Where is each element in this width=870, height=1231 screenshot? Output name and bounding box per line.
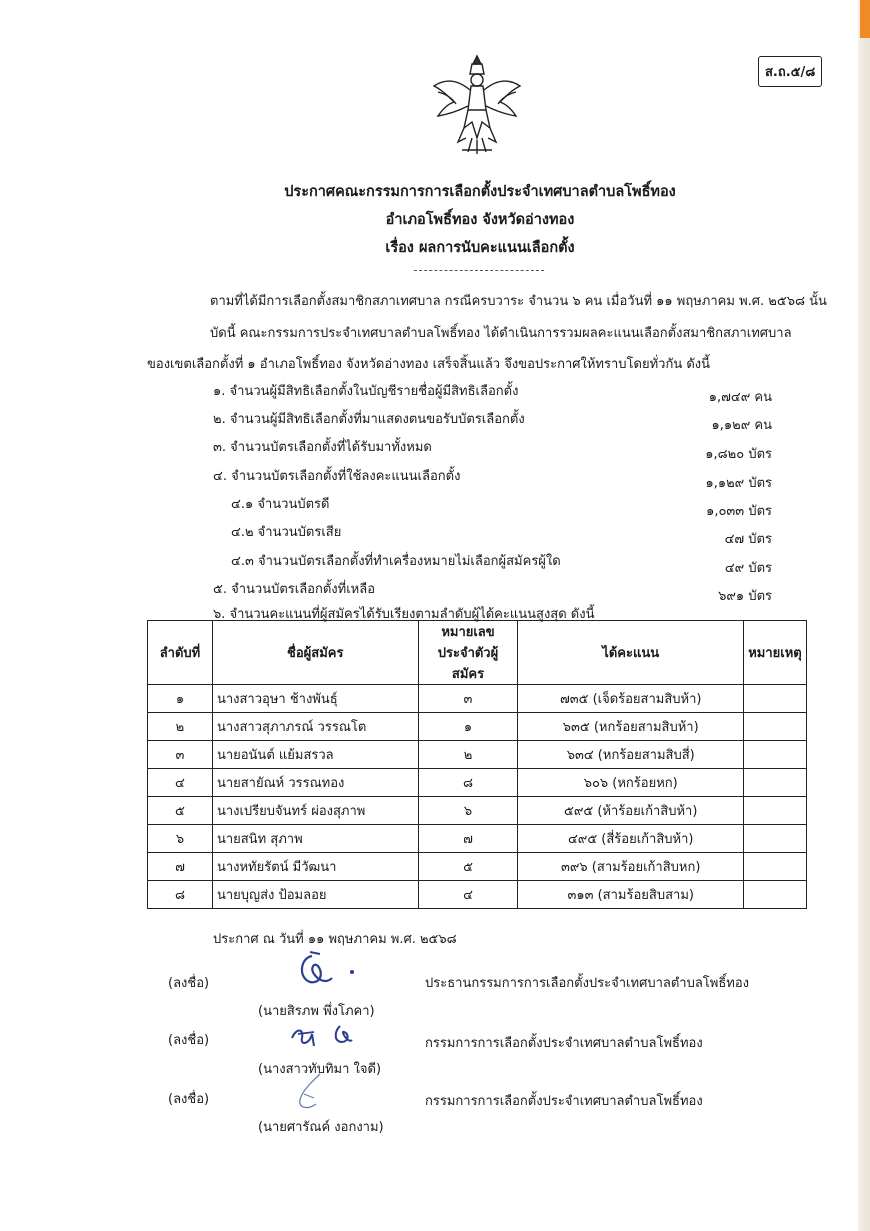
cell-score: ๖๐๖ (หกร้อยหก) xyxy=(518,769,744,797)
sign-label: (ลงชื่อ) xyxy=(168,1092,210,1107)
intro-line-3: ของเขตเลือกตั้งที่ ๑ อำเภอโพธิ์ทอง จังหวัดอ่างทอง เสร็จสิ้นแล้ว จึงขอประกาศให้ทราบโดยทั่วกัน ดังนี้ xyxy=(147,357,711,372)
document-header xyxy=(0,178,870,262)
table-row xyxy=(148,713,807,741)
signer-position: กรรมการการเลือกตั้งประจำเทศบาลตำบลโพธิ์ทอง xyxy=(425,1094,703,1109)
cell-name: นางสาวสุภาภรณ์ วรรณโต xyxy=(212,713,418,741)
item-label: ๓. จำนวนบัตรเลือกตั้งที่ได้รับมาทั้งหมด xyxy=(213,440,432,455)
cell-name: นางสาวอุษา ช้างพันธุ์ xyxy=(212,685,418,713)
cell-score: ๖๓๔ (หกร้อยสามสิบสี่) xyxy=(518,741,744,769)
item-value: ๑,๑๒๙ บัตร xyxy=(705,476,772,491)
header-name: ชื่อผู้สมัคร xyxy=(212,621,418,685)
table-header-row xyxy=(148,621,807,685)
intro-line-1: ตามที่ได้มีการเลือกตั้งสมาชิกสภาเทศบาล กรณีครบวาระ จำนวน ๖ คน เมื่อวันที่ ๑๑ พฤษภาคม พ.ศ. ๒๕๖๘ นั้น xyxy=(210,294,827,309)
signer-name: (นางสาวทับทิมา ใจดี) xyxy=(258,1062,382,1077)
cell-score: ๖๓๕ (หกร้อยสามสิบห้า) xyxy=(518,713,744,741)
header-divider xyxy=(414,270,544,271)
header-title: ประกาศคณะกรรมการการเลือกตั้งประจำเทศบาลตำบลโพธิ์ทอง xyxy=(284,184,676,200)
signer-name: (นายศารัณค์ งอกงาม) xyxy=(258,1120,384,1135)
cell-name: นายสายัณห์ วรรณทอง xyxy=(212,769,418,797)
header-number xyxy=(418,621,518,685)
cell-number: ๔ xyxy=(418,881,518,909)
item-value: ๔๙ บัตร xyxy=(724,561,772,576)
item-value: ๑,๘๒๐ บัตร xyxy=(705,447,772,462)
item-value: ๑,๗๔๙ คน xyxy=(708,390,772,405)
cell-note xyxy=(743,797,806,825)
intro-line-2: บัดนี้ คณะกรรมการประจำเทศบาลตำบลโพธิ์ทอง ได้ดำเนินการรวมผลคะแนนเลือกตั้งสมาชิกสภาเทศบาล xyxy=(210,326,792,341)
cell-rank: ๘ xyxy=(148,881,213,909)
cell-name: นายบุญส่ง ป้อมลอย xyxy=(212,881,418,909)
header-subject: เรื่อง ผลการนับคะแนนเลือกตั้ง xyxy=(385,240,575,256)
form-code-badge: ส.ถ.๕/๘ xyxy=(758,56,822,87)
sign-label: (ลงชื่อ) xyxy=(168,1033,210,1048)
cell-note xyxy=(743,741,806,769)
signer-position: ประธานกรรมการการเลือกตั้งประจำเทศบาลตำบลโพธิ์ทอง xyxy=(425,976,750,991)
cell-score: ๗๓๕ (เจ็ดร้อยสามสิบห้า) xyxy=(518,685,744,713)
header-score: ได้คะแนน xyxy=(518,621,744,685)
item-label: ๔.๑ จำนวนบัตรดี xyxy=(231,497,330,512)
cell-note xyxy=(743,685,806,713)
cell-note xyxy=(743,881,806,909)
item-label: ๕. จำนวนบัตรเลือกตั้งที่เหลือ xyxy=(213,582,376,597)
item-6-label: ๖. จำนวนคะแนนที่ผู้สมัครได้รับเรียงตามลำดับผู้ได้คะแนนสูงสุด ดังนี้ xyxy=(213,607,595,622)
sign-label: (ลงชื่อ) xyxy=(168,976,210,991)
cell-name: นายสนิท สุภาพ xyxy=(212,825,418,853)
cell-note xyxy=(743,769,806,797)
item-label: ๔. จำนวนบัตรเลือกตั้งที่ใช้ลงคะแนนเลือกตั้ง xyxy=(213,469,461,484)
cell-number: ๑ xyxy=(418,713,518,741)
cell-rank: ๗ xyxy=(148,853,213,881)
cell-number: ๗ xyxy=(418,825,518,853)
cell-name: นางเปรียบจันทร์ ผ่องสุภาพ xyxy=(212,797,418,825)
signature-2 xyxy=(288,1018,368,1052)
table-row xyxy=(148,685,807,713)
cell-number: ๘ xyxy=(418,769,518,797)
cell-score: ๔๙๕ (สี่ร้อยเก้าสิบห้า) xyxy=(518,825,744,853)
header-district: อำเภอโพธิ์ทอง จังหวัดอ่างทอง xyxy=(385,212,575,228)
cell-rank: ๔ xyxy=(148,769,213,797)
item-label: ๔.๓ จำนวนบัตรเลือกตั้งที่ทำเครื่องหมายไม่เลือกผู้สมัครผู้ใด xyxy=(231,554,561,569)
cell-note xyxy=(743,825,806,853)
header-rank: ลำดับที่ xyxy=(148,621,213,685)
cell-number: ๓ xyxy=(418,685,518,713)
cell-score: ๓๙๖ (สามร้อยเก้าสิบหก) xyxy=(518,853,744,881)
item-value: ๖๙๑ บัตร xyxy=(718,589,772,604)
table-row xyxy=(148,853,807,881)
item-label: ๒. จำนวนผู้มีสิทธิเลือกตั้งที่มาแสดงตนขอรับบัตรเลือกตั้ง xyxy=(213,412,525,427)
results-table xyxy=(147,620,807,909)
signature-3 xyxy=(292,1072,332,1120)
cell-score: ๕๙๕ (ห้าร้อยเก้าสิบห้า) xyxy=(518,797,744,825)
announce-date: ประกาศ ณ วันที่ ๑๑ พฤษภาคม พ.ศ. ๒๕๖๘ xyxy=(213,932,457,947)
header-number-line2: ประจำตัวผู้สมัคร xyxy=(437,646,499,682)
cell-name: นางหทัยรัตน์ มีวัฒนา xyxy=(212,853,418,881)
header-note: หมายเหตุ xyxy=(743,621,806,685)
table-row xyxy=(148,881,807,909)
cell-score: ๓๑๓ (สามร้อยสิบสาม) xyxy=(518,881,744,909)
item-label: ๔.๒ จำนวนบัตรเสีย xyxy=(231,525,342,540)
signature-1 xyxy=(290,948,370,992)
cell-number: ๕ xyxy=(418,853,518,881)
signer-name: (นายสิรภพ พึ่งโภคา) xyxy=(258,1004,375,1019)
table-row xyxy=(148,797,807,825)
item-value: ๑,๑๒๙ คน xyxy=(711,418,772,433)
table-row xyxy=(148,741,807,769)
cell-name: นายอนันต์ แย้มสรวล xyxy=(212,741,418,769)
header-number-line1: หมายเลข xyxy=(441,625,495,640)
cell-note xyxy=(743,853,806,881)
signer-position: กรรมการการเลือกตั้งประจำเทศบาลตำบลโพธิ์ทอง xyxy=(425,1036,703,1051)
cell-rank: ๒ xyxy=(148,713,213,741)
item-label: ๑. จำนวนผู้มีสิทธิเลือกตั้งในบัญชีรายชื่อผู้มีสิทธิเลือกตั้ง xyxy=(213,384,519,399)
table-row xyxy=(148,825,807,853)
orange-tab xyxy=(860,0,870,38)
table-row xyxy=(148,769,807,797)
cell-note xyxy=(743,713,806,741)
cell-rank: ๖ xyxy=(148,825,213,853)
cell-rank: ๓ xyxy=(148,741,213,769)
cell-rank: ๑ xyxy=(148,685,213,713)
cell-number: ๖ xyxy=(418,797,518,825)
item-value: ๑,๐๓๓ บัตร xyxy=(706,504,772,519)
garuda-emblem-icon xyxy=(428,50,526,158)
item-value: ๔๗ บัตร xyxy=(724,532,772,547)
cell-number: ๒ xyxy=(418,741,518,769)
cell-rank: ๕ xyxy=(148,797,213,825)
